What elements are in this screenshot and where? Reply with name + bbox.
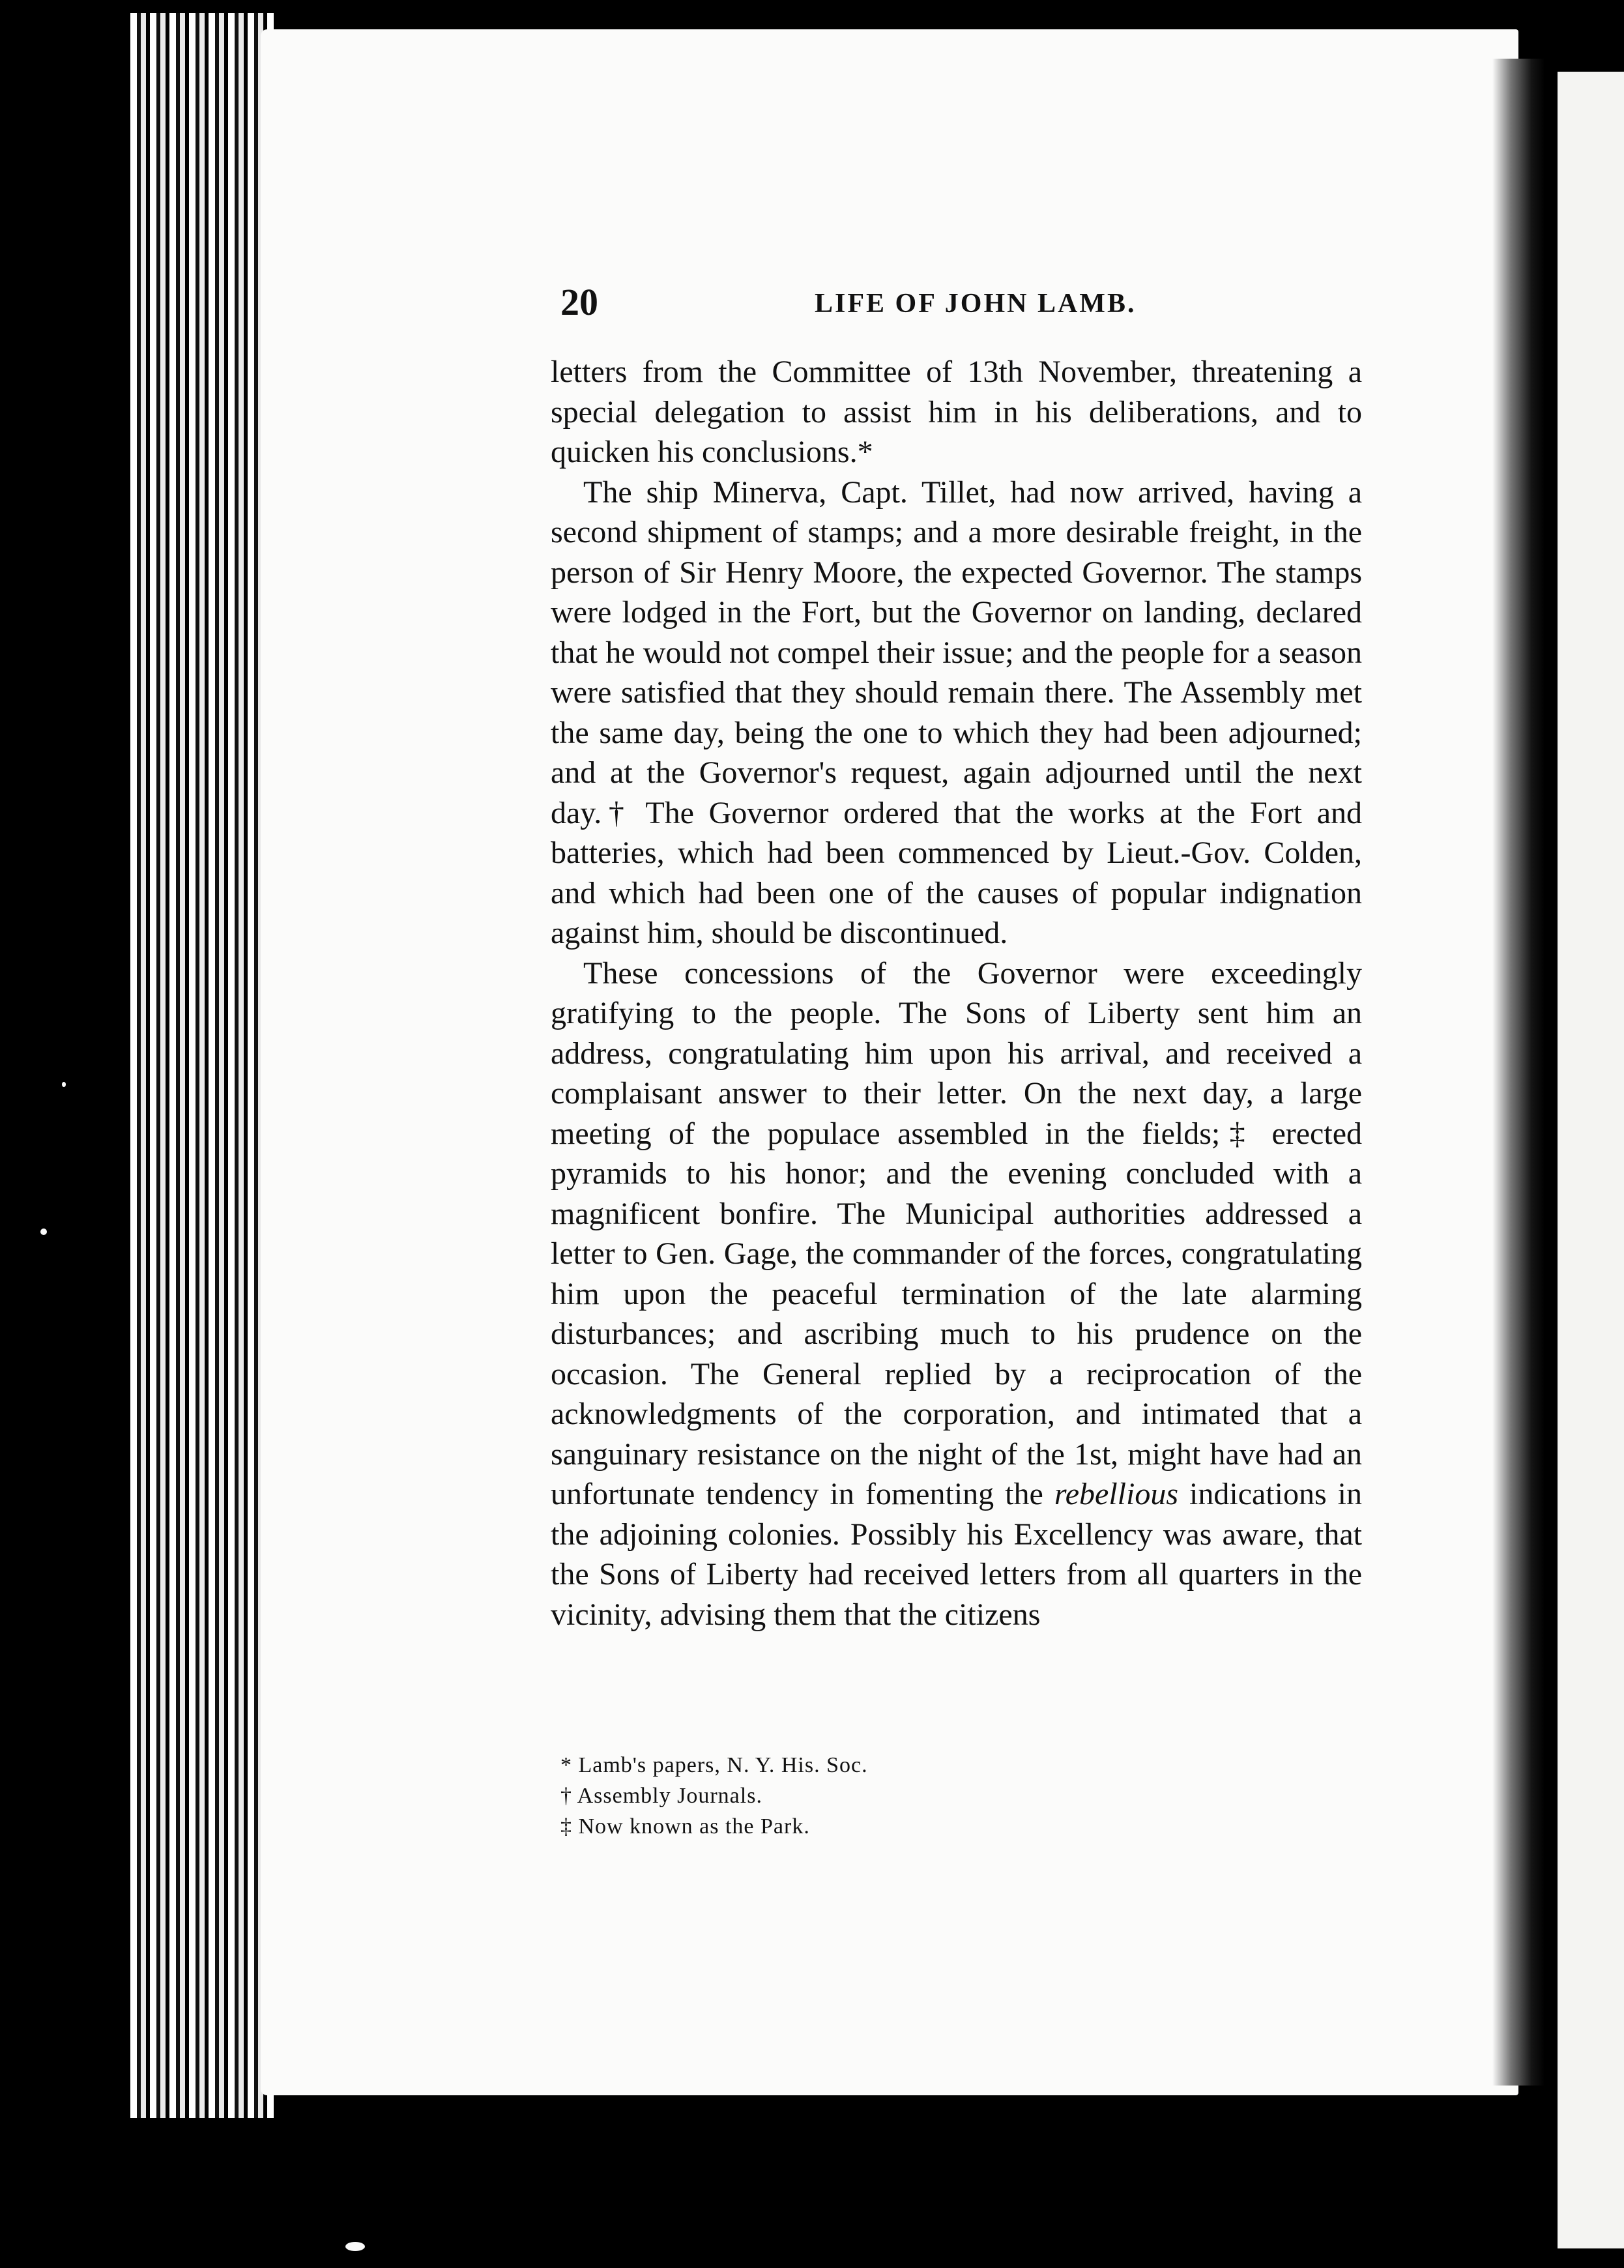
- paragraph: These concessions of the Governor were exceedingly gratifying to the people. The Sons of Liberty sent him an address, congratulating him upon his arrival, and received a complaisant answer to their letter. On the next day, a large meeting of the populace assembled in the fields;‡ erected pyramids to his honor; and the evening concluded with a magnificent bonfire. The Municipal authorities addressed a letter to Gen. Gage, the commander of the forces, congratulating him upon the peaceful termination of the late alarming disturbances; and ascribing much to his prudence on the occasion. The General replied by a reciprocation of the acknowledgments of the corporation, and intimated that a sanguinary resistance on the night of the 1st, might have had an unfortunate tendency in fomenting the rebellious indications in the adjoining colonies. Possibly his Excellency was aware, that the Sons of Liberty had received letters from all quarters in the vicinity, advising them that the citizens: [551, 955, 1362, 1632]
- page-edges: [130, 13, 274, 2118]
- gutter-shadow: [1492, 59, 1544, 2086]
- facing-page-edge: [1558, 72, 1624, 2248]
- page-number: 20: [560, 281, 598, 323]
- running-title: LIFE OF JOHN LAMB.: [815, 289, 1137, 319]
- dust-speck: [62, 1082, 66, 1087]
- paragraph: letters from the Committee of 13th November, threatening a special delegation to assist him in his deliberations, and to quicken his conclusions.*: [551, 355, 1362, 469]
- footnotes: [560, 1750, 1342, 1842]
- body-text: [551, 352, 1362, 1635]
- page-header: [560, 280, 1362, 332]
- dust-speck: [40, 1228, 47, 1235]
- paragraph: The ship Minerva, Capt. Tillet, had now arrived, having a second shipment of stamps; and a more desirable freight, in the person of Sir Henry Moore, the expected Governor. The stamps were lodged in the Fort, but the Governor on landing, declared that he would not compel their issue; and the people for a season were satisfied that they should remain there. The Assembly met the same day, being the one to which they had been adjourned; and at the Governor's request, again adjourned until the next day.† The Governor ordered that the works at the Fort and batteries, which had been commenced by Lieut.-Gov. Colden, and which had been one of the causes of popular indignation against him, should be discontinued.: [551, 474, 1362, 950]
- footnote: * Lamb's papers, N. Y. His. Soc.: [560, 1753, 868, 1777]
- italic-word: rebellious: [1054, 1477, 1179, 1511]
- footnote: † Assembly Journals.: [560, 1784, 762, 1808]
- dust-speck: [345, 2242, 365, 2251]
- footnote: ‡ Now known as the Park.: [560, 1814, 810, 1839]
